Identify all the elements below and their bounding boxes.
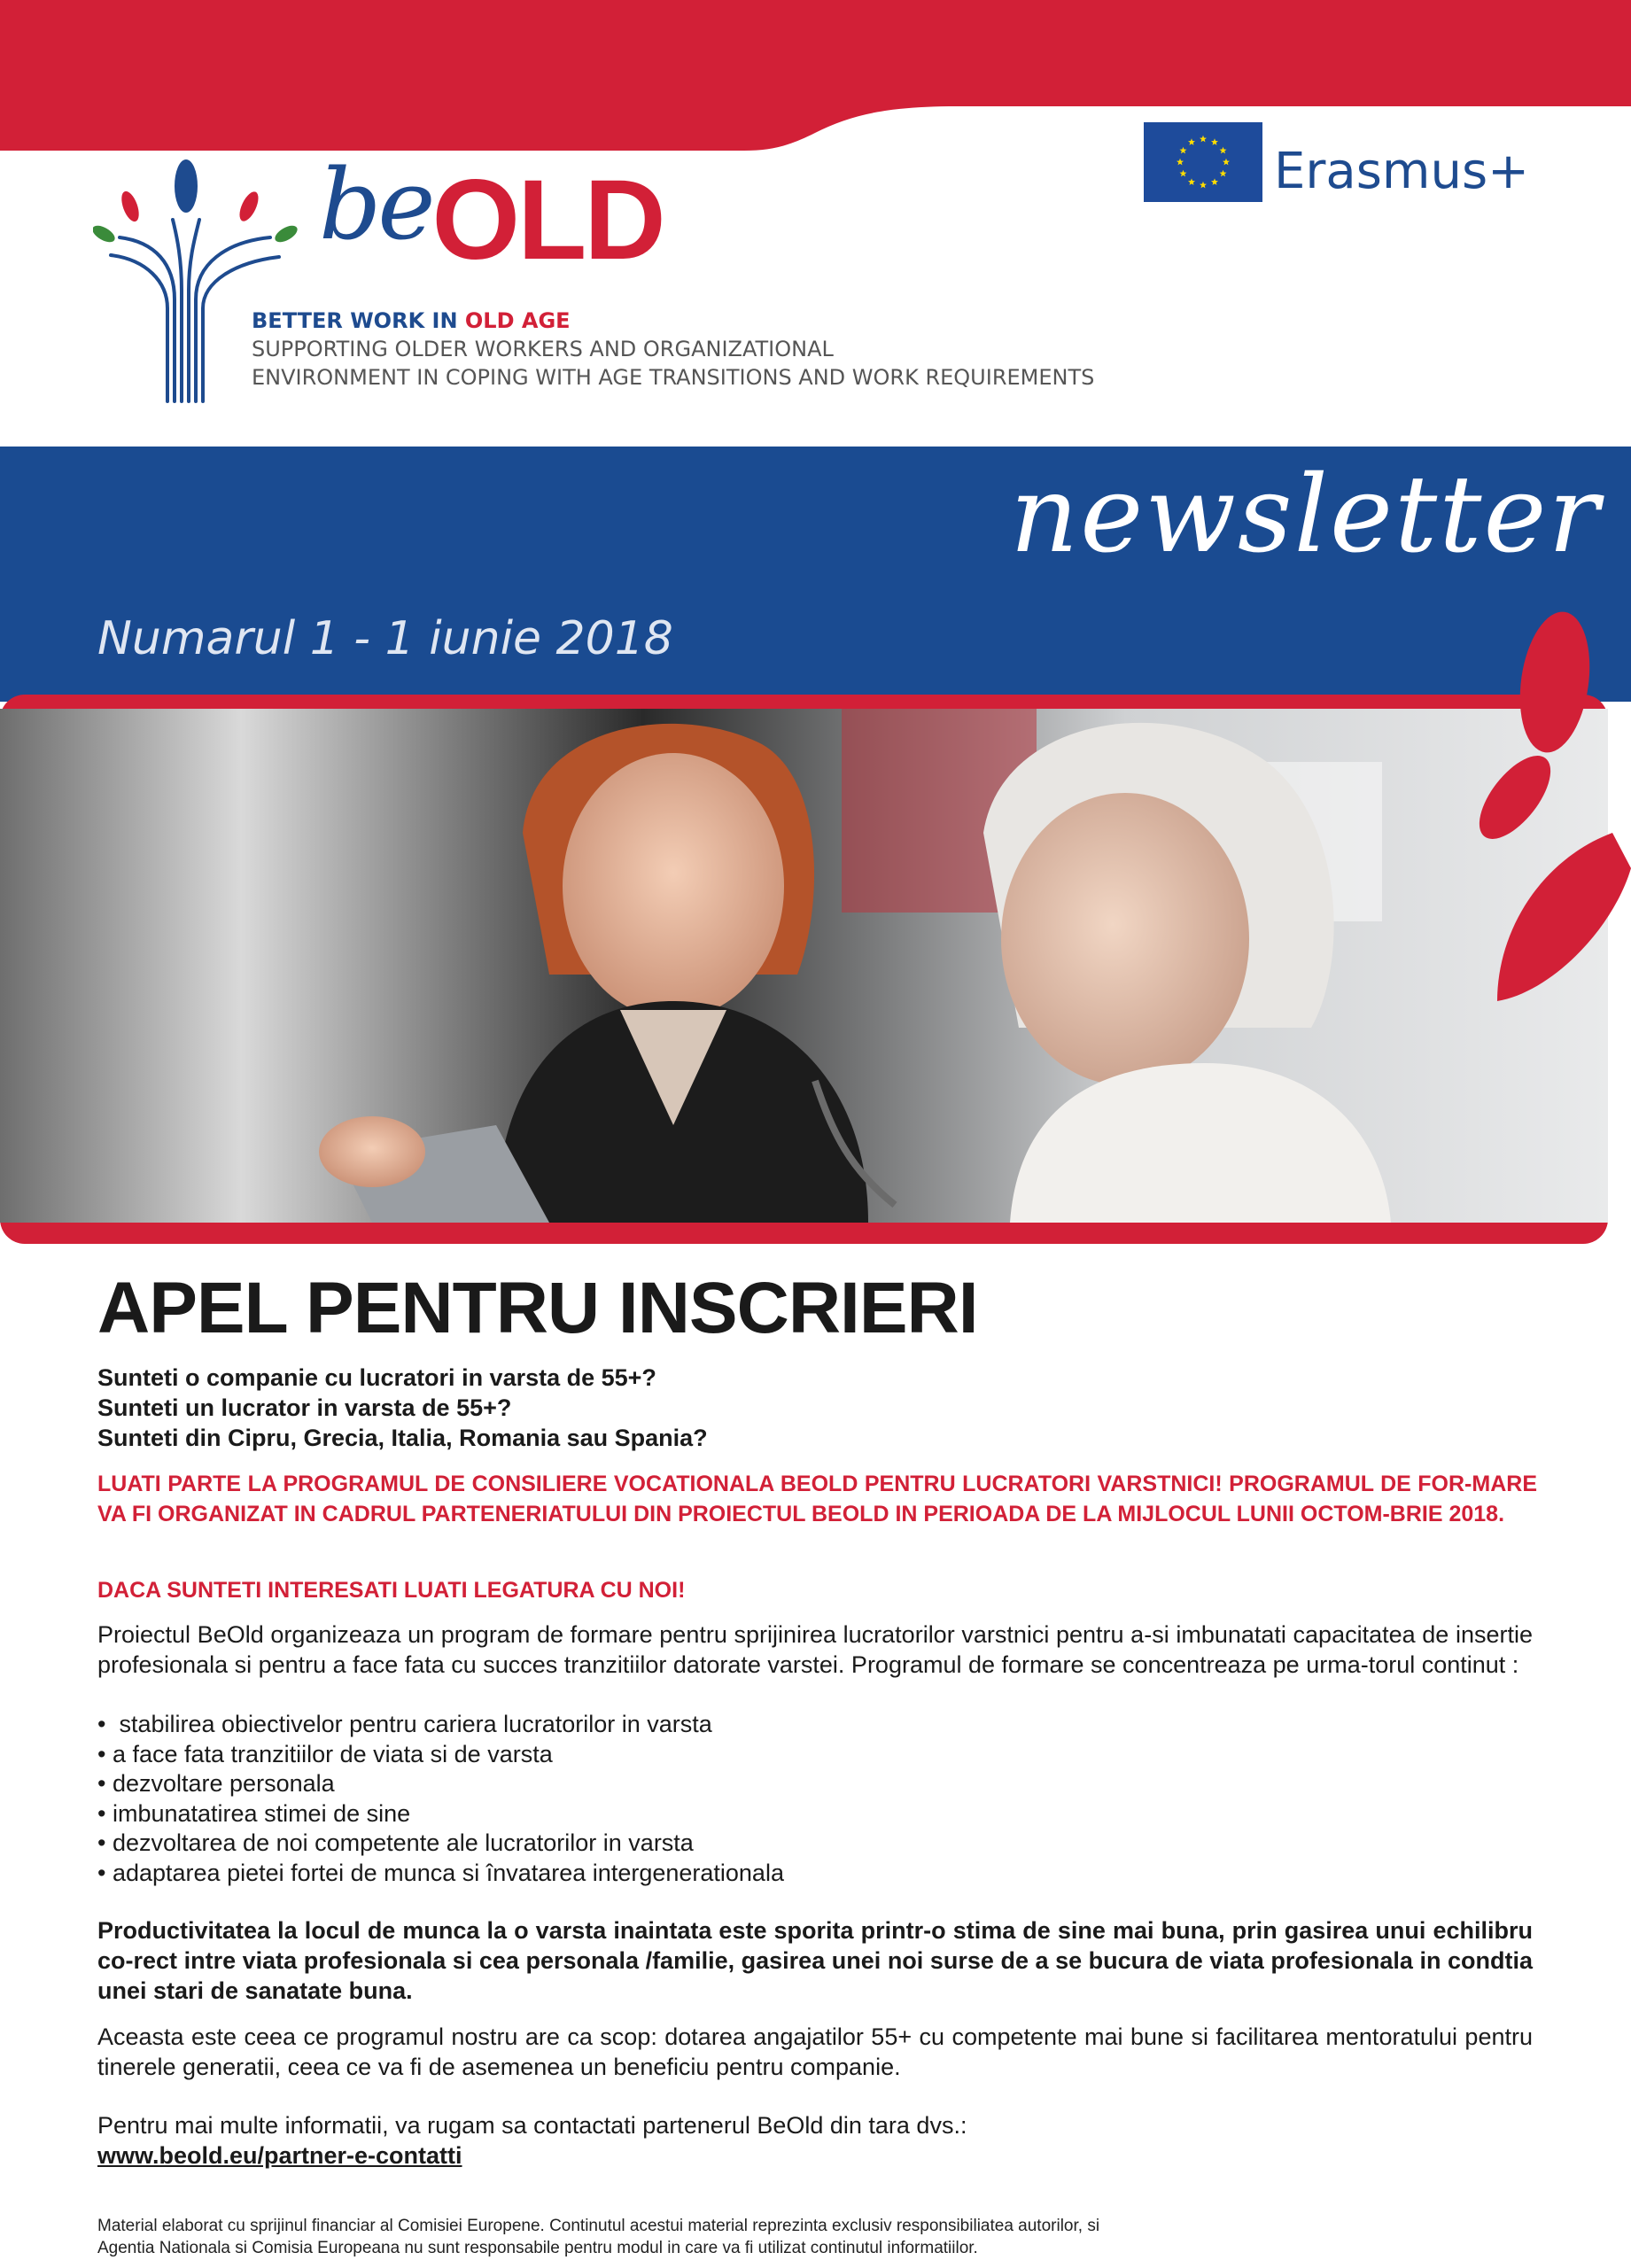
tagline-line-2: SUPPORTING OLDER WORKERS AND ORGANIZATIONAL bbox=[252, 337, 834, 361]
eu-flag-icon bbox=[1144, 122, 1262, 202]
beold-wordmark bbox=[319, 148, 664, 306]
list-item: • stabilirea obiectivelor pentru cariera lucratorilor in varsta bbox=[97, 1710, 1515, 1740]
tagline-better-work: BETTER WORK IN bbox=[252, 308, 465, 333]
funding-disclaimer bbox=[97, 2215, 1338, 2259]
audience-questions bbox=[97, 1363, 1533, 1453]
wordmark-be: be bbox=[319, 148, 432, 261]
article-heading: APEL PENTRU INSCRIERI bbox=[97, 1268, 978, 1348]
contact-text: Pentru mai multe informatii, va rugam sa contactati partenerul BeOld din tara dvs.: bbox=[97, 2112, 967, 2139]
topic-list bbox=[97, 1710, 1515, 1888]
red-petal-decoration bbox=[1409, 611, 1631, 1001]
list-item: • imbunatatirea stimei de sine bbox=[97, 1799, 1515, 1829]
hero-photo bbox=[0, 709, 1608, 1223]
call-to-action: LUATI PARTE LA PROGRAMUL DE CONSILIERE VOCATIONALA BEOLD PENTRU LUCRATORI VARSTNICI! PROGRAMUL DE FOR-MARE VA FI ORGANIZAT IN CADRUL PARTENERIATULUI DIN PROIECTUL BEOLD IN PERIOADA DE LA MIJLOCUL LUNII OCTOM-BRIE 2018. bbox=[97, 1472, 1537, 1526]
tagline-line-3: ENVIRONMENT IN COPING WITH AGE TRANSITIONS AND WORK REQUIREMENTS bbox=[252, 365, 1095, 390]
erasmus-plus-logo: Erasmus+ bbox=[1274, 143, 1530, 200]
newsletter-title: newsletter bbox=[1010, 454, 1601, 577]
contact-call: DACA SUNTETI INTERESATI LUATI LEGATURA CU NOI! bbox=[97, 1578, 686, 1603]
aim-paragraph: Aceasta este ceea ce programul nostru are ca scop: dotarea angajatilor 55+ cu competente mai bune si facilitarea mentoratului pentru tinerele generatii, ceea ce va fi de asemenea un beneficiu pentru companie. bbox=[97, 2023, 1533, 2080]
intro-paragraph: Proiectul BeOld organizeaza un program de formare pentru sprijinirea lucratorilor varstnici pentru a-si imbunatati capacitatea de insertie profesionala si pentru a face fata cu succes tranzitiilor datorate varstei. Programul de formare se concentreaza pe urma-torul continut : bbox=[97, 1621, 1533, 1678]
disclaimer-line: Agentia Nationala si Comisia Europeana nu sunt responsabile pentru modul in care va fi utilizat continutul informatiilor. bbox=[97, 2239, 978, 2257]
tagline-old-age: OLD AGE bbox=[464, 308, 571, 333]
question-line: Sunteti din Cipru, Grecia, Italia, Romania sau Spania? bbox=[97, 1425, 708, 1451]
issue-number: Numarul 1 - 1 iunie 2018 bbox=[97, 612, 673, 665]
tagline-line-1 bbox=[252, 307, 1138, 335]
header-red-band bbox=[0, 0, 1631, 151]
partner-contact-link[interactable]: www.beold.eu/partner-e-contatti bbox=[97, 2142, 462, 2169]
question-line: Sunteti o companie cu lucratori in varsta de 55+? bbox=[97, 1364, 656, 1391]
list-item: • adaptarea pietei fortei de munca si învatarea intergenerationala bbox=[97, 1859, 1515, 1889]
highlight-paragraph: Productivitatea la locul de munca la o varsta inaintata este sporita printr-o stima de sine mai buna, prin gasirea unui echilibru co-rect intre viata profesionala si cea personala /familie, gasirea unei noi surse de a se bucura de viata profesionala in condtia unei stari de sanatate buna. bbox=[97, 1917, 1533, 2004]
disclaimer-line: Material elaborat cu sprijinul financiar al Comisiei Europene. Continutul acestui material reprezinta exclusiv responsibiliatea autorilor, si bbox=[97, 2217, 1100, 2235]
list-item: • dezvoltarea de noi competente ale lucratorilor in varsta bbox=[97, 1829, 1515, 1859]
list-item: • dezvoltare personala bbox=[97, 1769, 1515, 1799]
wordmark-old: OLD bbox=[431, 157, 664, 284]
question-line: Sunteti un lucrator in varsta de 55+? bbox=[97, 1394, 512, 1421]
list-item: • a face fata tranzitiilor de viata si de varsta bbox=[97, 1740, 1515, 1770]
project-tagline bbox=[252, 307, 1138, 392]
